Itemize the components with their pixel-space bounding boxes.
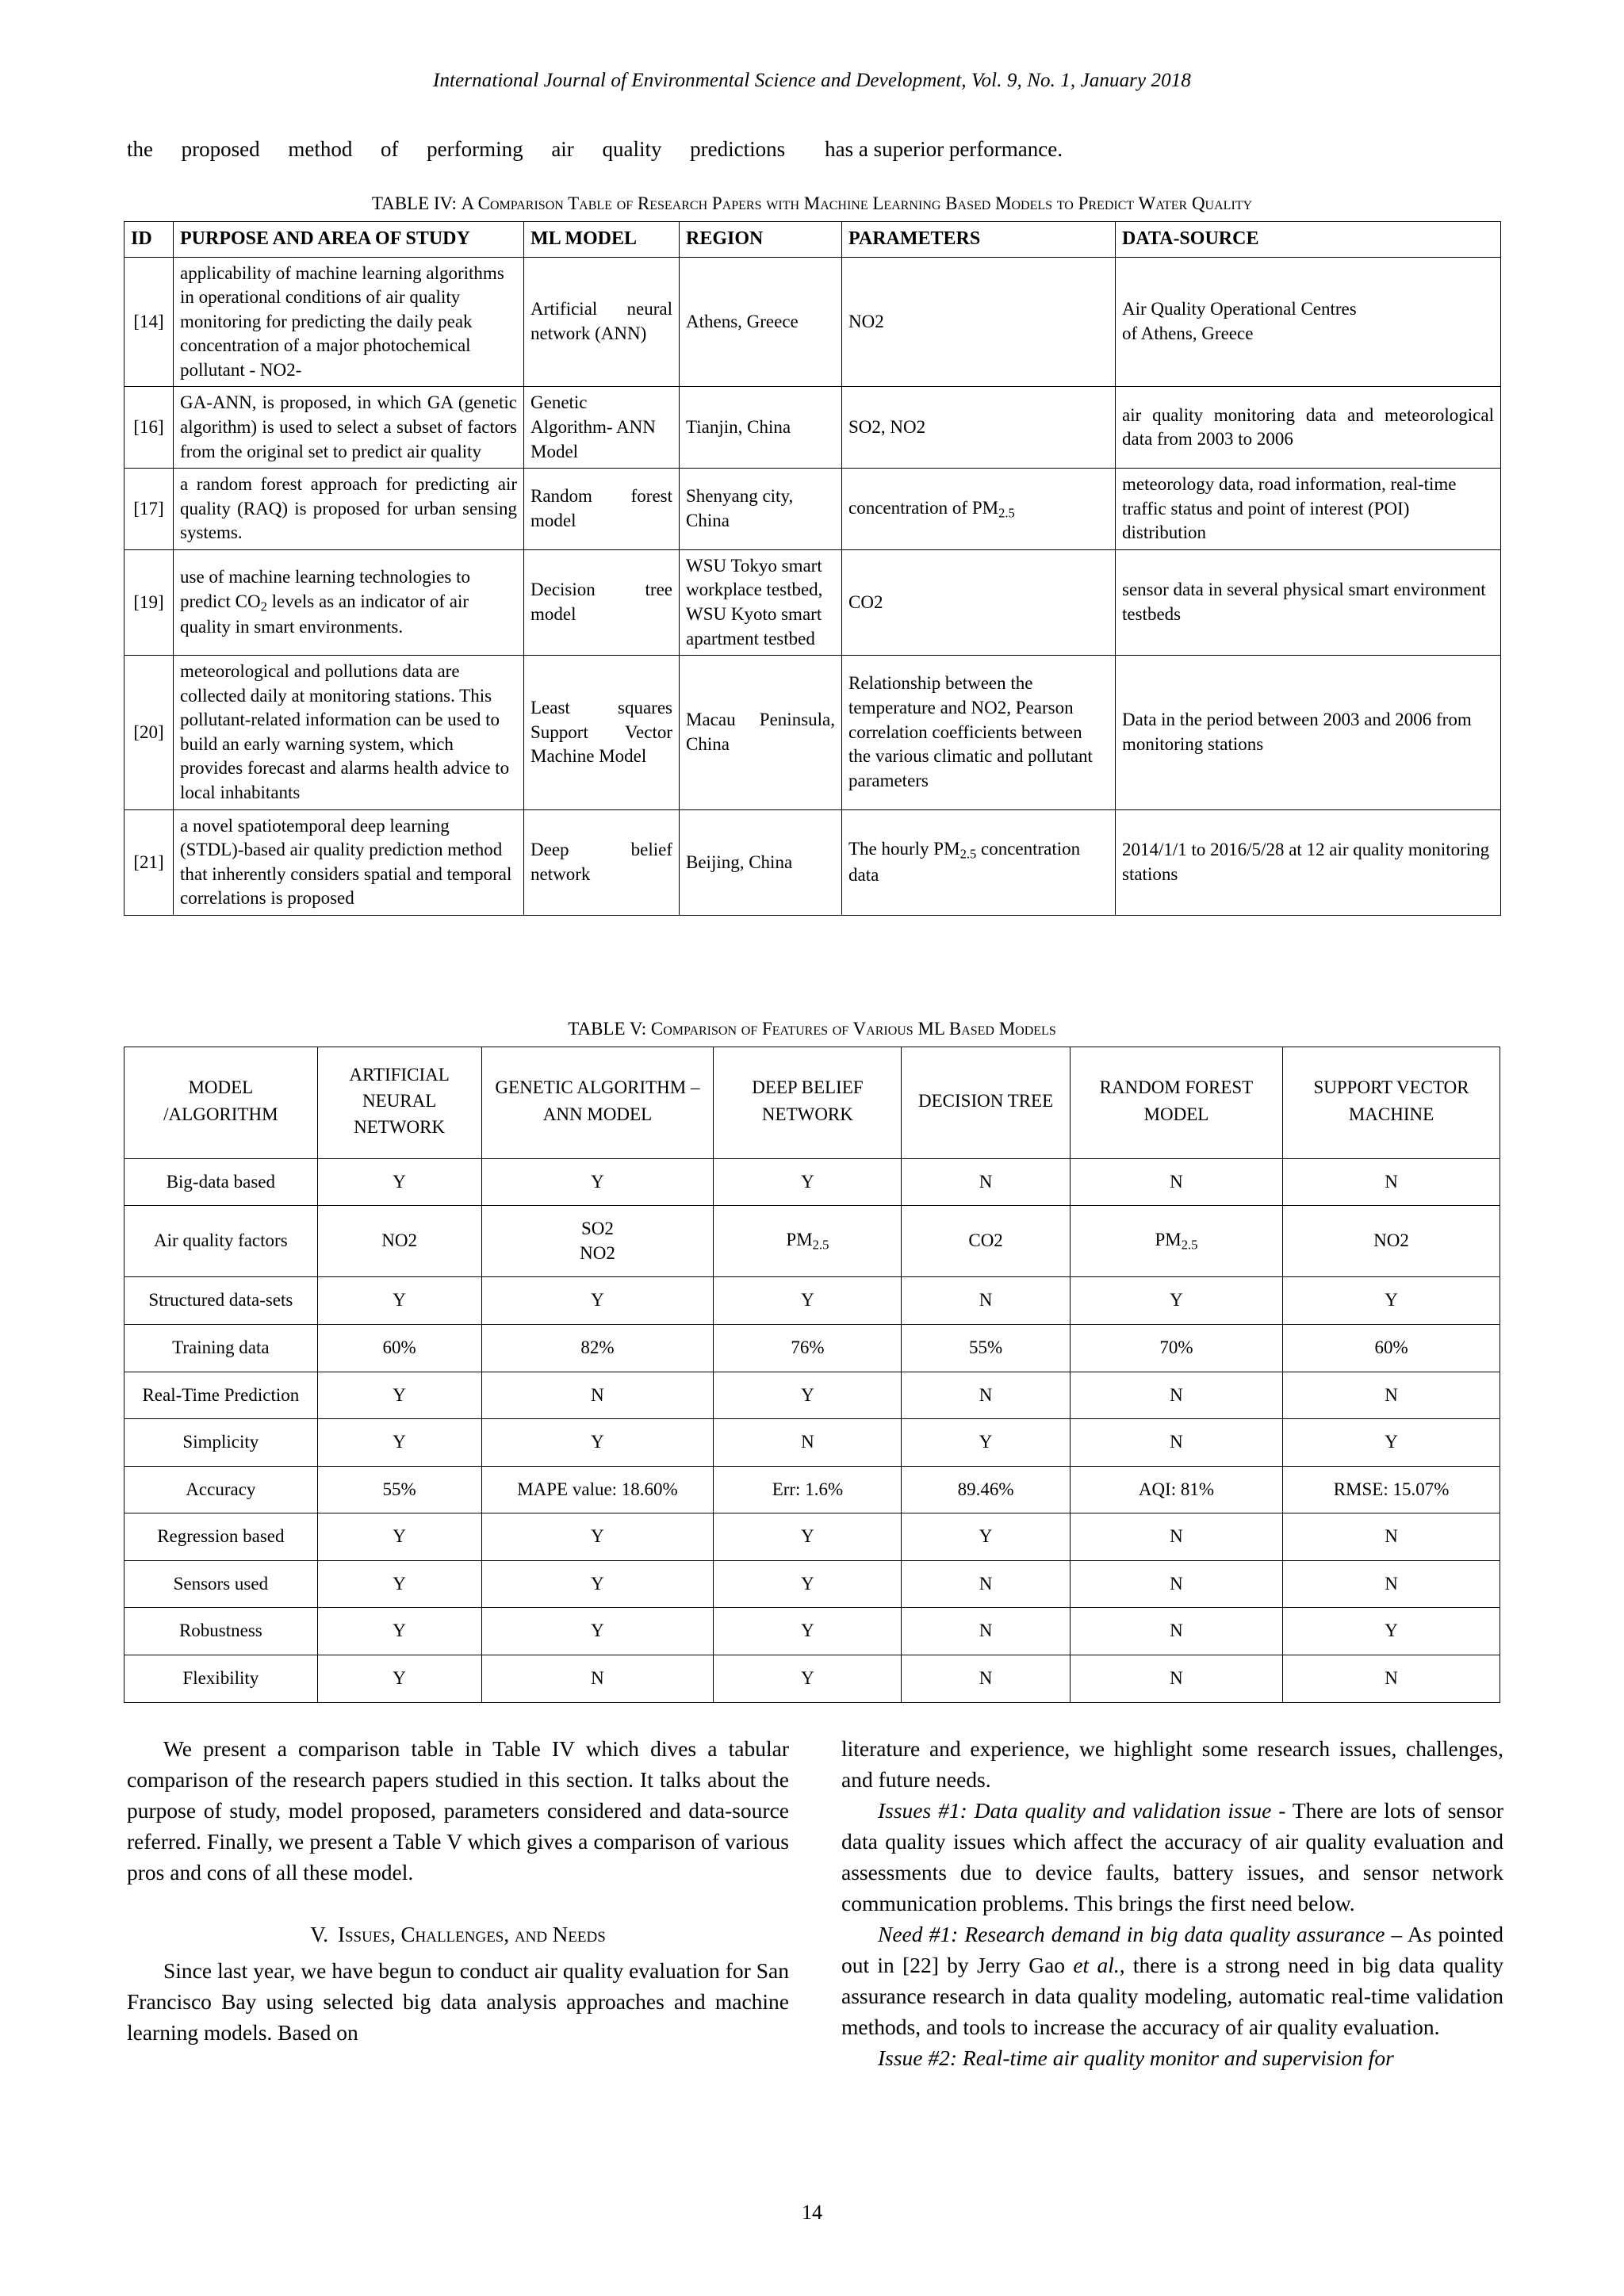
table-row — [124, 1513, 1500, 1561]
cell-value: 60% — [1283, 1324, 1500, 1372]
table-row — [124, 1655, 1500, 1702]
cell-source: air quality monitoring data and meteorological data from 2003 to 2006 — [1116, 387, 1501, 469]
paragraph-literature: literature and experience, we highlight some research issues, challenges, and future needs. — [841, 1736, 1503, 1793]
cell-purpose: GA-ANN, is proposed, in which GA (genetic algorithm) is used to select a subset of factors from the original set to predict air quality — [174, 387, 524, 469]
cell-value: Y — [1283, 1277, 1500, 1325]
table-v-col-svm: SUPPORT VECTOR MACHINE — [1283, 1047, 1500, 1158]
cell-value: Y — [714, 1513, 902, 1561]
page-number: 14 — [802, 2201, 822, 2224]
table-v-caption — [124, 1018, 1500, 1040]
cell-value: 82% — [481, 1324, 714, 1372]
cell-value: Y — [317, 1419, 481, 1467]
cell-value: Y — [481, 1560, 714, 1608]
cell-value: Y — [317, 1608, 481, 1655]
table-v-header — [124, 1047, 1500, 1158]
table-iv-col-param: PARAMETERS — [842, 221, 1116, 257]
cell-value: N — [1283, 1158, 1500, 1206]
cell-id: [19] — [124, 549, 174, 655]
table-v-col-rf: RANDOM FOREST MODEL — [1070, 1047, 1282, 1158]
cell-feature: Structured data-sets — [124, 1277, 318, 1325]
cell-feature: Big-data based — [124, 1158, 318, 1206]
paragraph-issue-1 — [841, 1795, 1503, 1919]
table-row — [124, 221, 1501, 257]
cell-value: Y — [714, 1608, 902, 1655]
table-row — [124, 1158, 1500, 1206]
cell-value: Err: 1.6% — [714, 1466, 902, 1513]
cell-feature: Flexibility — [124, 1655, 318, 1702]
table-v-col-model: MODEL /ALGORITHM — [124, 1047, 318, 1158]
cell-region: Tianjin, China — [680, 387, 842, 469]
cell-parameters: concentration of $PM_{2.5}$ — [842, 469, 1116, 550]
table-iv-col-purpose: PURPOSE AND AREA OF STUDY — [174, 221, 524, 257]
table-iv-caption-text: A Comparison Table of Research Papers with Machine Learning Based Models to Predict Water Quality — [461, 193, 1253, 213]
cell-value: Y — [481, 1158, 714, 1206]
cell-source: meteorology data, road information, real-time traffic status and point of interest (POI) distribution — [1116, 469, 1501, 550]
table-row — [124, 257, 1501, 387]
cell-purpose: applicability of machine learning algorithms in operational conditions of air quality monitoring for predicting the daily peak concentration of a major photochemical pollutant - NO2- — [174, 257, 524, 387]
cell-id: [16] — [124, 387, 174, 469]
table-v-col-ann: ARTIFICIAL NEURAL NETWORK — [317, 1047, 481, 1158]
cell-region: Macau Peninsula, China — [680, 656, 842, 809]
cell-value: Y — [1070, 1277, 1282, 1325]
cell-feature: Regression based — [124, 1513, 318, 1561]
table-iv-col-region: REGION — [680, 221, 842, 257]
cell-parameters: NO2 — [842, 257, 1116, 387]
table-iv — [124, 221, 1501, 916]
table-row — [124, 1277, 1500, 1325]
table-row — [124, 549, 1501, 655]
cell-parameters: CO2 — [842, 549, 1116, 655]
cell-feature: Robustness — [124, 1608, 318, 1655]
cell-feature: Accuracy — [124, 1466, 318, 1513]
running-head: International Journal of Environmental Science and Development, Vol. 9, No. 1, January 2018 — [433, 70, 1191, 91]
cell-value: 55% — [902, 1324, 1070, 1372]
table-row — [124, 656, 1501, 809]
cell-value: 76% — [714, 1324, 902, 1372]
cell-value: Y — [481, 1419, 714, 1467]
cell-value: N — [481, 1655, 714, 1702]
paragraph-issue-2 — [841, 2042, 1503, 2073]
cell-id: [14] — [124, 257, 174, 387]
cell-source: 2014/1/1 to 2016/5/28 at 12 air quality monitoring stations — [1116, 809, 1501, 915]
issue-1-lead: Issues #1: Data quality and validation issue — [878, 1798, 1272, 1823]
cell-id: [17] — [124, 469, 174, 550]
cell-parameters: The hourly $PM_{2.5}$ concentration data — [842, 809, 1116, 915]
cell-id: [20] — [124, 656, 174, 809]
cell-purpose: meteorological and pollutions data are collected daily at monitoring stations. This pollutant-related information can be used to build an early warning system, which provides forecast and alarms health advice to local inhabitants — [174, 656, 524, 809]
cell-value: Y — [317, 1372, 481, 1419]
body-column-right — [841, 1733, 1503, 2074]
cell-value: N — [1070, 1608, 1282, 1655]
table-v — [124, 1047, 1500, 1703]
cell-source: Air Quality Operational Centres of Athens, Greece — [1116, 257, 1501, 387]
cell-feature: Sensors used — [124, 1560, 318, 1608]
cell-region: WSU Tokyo smart workplace testbed, WSU Kyoto smart apartment testbed — [680, 549, 842, 655]
cell-value: NO2 — [1283, 1206, 1500, 1277]
cell-value: AQI: 81% — [1070, 1466, 1282, 1513]
need-1-etal: et al. — [1073, 1953, 1120, 1978]
cell-value: N — [902, 1560, 1070, 1608]
cell-id: [21] — [124, 809, 174, 915]
cell-value: N — [1283, 1560, 1500, 1608]
cell-value: N — [902, 1158, 1070, 1206]
table-row — [124, 1324, 1500, 1372]
table-row — [124, 469, 1501, 550]
cell-purpose: a random forest approach for predicting air quality (RAQ) is proposed for urban sensing systems. — [174, 469, 524, 550]
cell-model: Deep belief network — [524, 809, 680, 915]
cell-value: N — [714, 1419, 902, 1467]
cell-source: sensor data in several physical smart environment testbeds — [1116, 549, 1501, 655]
cell-value: Y — [481, 1277, 714, 1325]
cell-value: N — [1070, 1560, 1282, 1608]
cell-region: Shenyang city, China — [680, 469, 842, 550]
table-v-body — [124, 1158, 1500, 1702]
table-v-col-ga-ann: GENETIC ALGORITHM – ANN MODEL — [481, 1047, 714, 1158]
cell-value: Y — [902, 1419, 1070, 1467]
cell-value: Y — [317, 1560, 481, 1608]
top-stub-left: the proposed method of performing air quality predictions — [127, 137, 786, 161]
cell-value: N — [481, 1372, 714, 1419]
cell-purpose: use of machine learning technologies to predict $CO_2$ levels as an indicator of air quality in smart environments. — [174, 549, 524, 655]
table-row — [124, 1372, 1500, 1419]
issue-2-lead: Issue #2: Real-time air quality monitor and supervision for — [878, 2045, 1394, 2071]
table-iv-caption — [124, 193, 1500, 215]
cell-value: 60% — [317, 1324, 481, 1372]
cell-value: Y — [317, 1158, 481, 1206]
cell-value: 89.46% — [902, 1466, 1070, 1513]
table-v-container — [124, 1018, 1500, 1703]
table-iv-container — [124, 193, 1500, 916]
cell-model: Random forest model — [524, 469, 680, 550]
cell-region: Beijing, China — [680, 809, 842, 915]
section-heading-v — [127, 1919, 789, 1950]
cell-value: 55% — [317, 1466, 481, 1513]
cell-value: N — [902, 1608, 1070, 1655]
cell-value: Y — [481, 1608, 714, 1655]
cell-value: Y — [1283, 1608, 1500, 1655]
body-column-left — [127, 1733, 789, 2074]
cell-value: Y — [714, 1655, 902, 1702]
table-row — [124, 1466, 1500, 1513]
cell-value: 70% — [1070, 1324, 1282, 1372]
cell-source: Data in the period between 2003 and 2006 from monitoring stations — [1116, 656, 1501, 809]
table-row — [124, 1419, 1500, 1467]
cell-value: Y — [317, 1655, 481, 1702]
cell-value: N — [1070, 1513, 1282, 1561]
cell-feature: Training data — [124, 1324, 318, 1372]
need-1-lead: Need #1: Research demand in big data quality assurance – — [878, 1922, 1403, 1947]
table-row — [124, 809, 1501, 915]
cell-value: N — [902, 1372, 1070, 1419]
cell-value: N — [1070, 1372, 1282, 1419]
cell-value: N — [902, 1655, 1070, 1702]
body-columns — [127, 1733, 1503, 2074]
cell-feature: Real-Time Prediction — [124, 1372, 318, 1419]
cell-value: N — [1070, 1655, 1282, 1702]
table-iv-body — [124, 257, 1501, 915]
cell-value: Y — [714, 1560, 902, 1608]
cell-value: N — [1070, 1419, 1282, 1467]
top-continuation-lines — [127, 137, 1499, 162]
cell-model: Artificial neural network (ANN) — [524, 257, 680, 387]
table-iv-header — [124, 221, 1501, 257]
cell-value: Y — [1283, 1419, 1500, 1467]
table-row — [124, 1206, 1500, 1277]
cell-value: N — [1283, 1372, 1500, 1419]
table-row — [124, 1608, 1500, 1655]
table-v-caption-prefix: TABLE V: — [568, 1019, 647, 1039]
table-iv-col-id: ID — [124, 221, 174, 257]
issue-1-rest: - There are lots of sensor data quality issues which affect the accuracy of air quality evaluation and assessments due to device faults, battery issues, and sensor network communication problems. This brings the first need below. — [841, 1798, 1503, 1916]
cell-value: CO2 — [902, 1206, 1070, 1277]
cell-model: Least squares Support Vector Machine Model — [524, 656, 680, 809]
table-row — [124, 1560, 1500, 1608]
cell-parameters: SO2, NO2 — [842, 387, 1116, 469]
paragraph-present-comparison: We present a comparison table in Table IV which dives a tabular comparison of the research papers studied in this section. It talks about the purpose of study, model proposed, parameters considered and data-source referred. Finally, we present a Table V which gives a comparison of various pros and cons of all these model. — [127, 1736, 789, 1885]
cell-value: Y — [317, 1513, 481, 1561]
paragraph-need-1 — [841, 1919, 1503, 2042]
cell-value: $PM_{2.5}$ — [1070, 1206, 1282, 1277]
cell-feature: Air quality factors — [124, 1206, 318, 1277]
cell-value: Y — [317, 1277, 481, 1325]
table-row — [124, 1047, 1500, 1158]
cell-model: Genetic Algorithm- ANN Model — [524, 387, 680, 469]
cell-value: N — [902, 1277, 1070, 1325]
cell-parameters: Relationship between the temperature and NO2, Pearson correlation coefficients between the various climatic and pollutant parameters — [842, 656, 1116, 809]
cell-value: NO2 — [317, 1206, 481, 1277]
table-v-col-dbn: DEEP BELIEF NETWORK — [714, 1047, 902, 1158]
cell-model: Decision tree model — [524, 549, 680, 655]
need-1-rest: , there is a strong need in big data quality assurance research in data quality modeling, automatic real-time validation methods, and tools to increase the accuracy of air quality evaluation. — [841, 1953, 1503, 2040]
table-v-caption-text: Comparison of Features of Various ML Based Models — [650, 1019, 1056, 1039]
cell-value: $PM_{2.5}$ — [714, 1206, 902, 1277]
cell-purpose: a novel spatiotemporal deep learning (STDL)-based air quality prediction method that inherently considers spatial and temporal correlations is proposed — [174, 809, 524, 915]
table-iv-col-model: ML MODEL — [524, 221, 680, 257]
cell-value: Y — [902, 1513, 1070, 1561]
table-row — [124, 387, 1501, 469]
cell-value: Y — [481, 1513, 714, 1561]
paragraph-since-last-year: Since last year, we have begun to conduct air quality evaluation for San Francisco Bay using selected big data analysis approaches and machine learning models. Based on — [127, 1957, 789, 2045]
cell-value: N — [1283, 1655, 1500, 1702]
cell-feature: Simplicity — [124, 1419, 318, 1467]
cell-value: SO2 NO2 — [481, 1206, 714, 1277]
cell-value: N — [1070, 1158, 1282, 1206]
cell-value: Y — [714, 1277, 902, 1325]
need-1-mid: As pointed out in [22] by Jerry Gao — [841, 1922, 1504, 1978]
table-iv-caption-prefix: TABLE IV: — [371, 193, 457, 213]
cell-value: N — [1283, 1513, 1500, 1561]
section-title: Issues, Challenges, and Needs — [337, 1923, 606, 1947]
cell-value: Y — [714, 1158, 902, 1206]
section-numeral: V. — [310, 1923, 328, 1947]
table-v-col-dt: DECISION TREE — [902, 1047, 1070, 1158]
table-iv-col-source: DATA-SOURCE — [1116, 221, 1501, 257]
cell-region: Athens, Greece — [680, 257, 842, 387]
cell-value: Y — [714, 1372, 902, 1419]
cell-value: MAPE value: 18.60% — [481, 1466, 714, 1513]
cell-value: RMSE: 15.07% — [1283, 1466, 1500, 1513]
top-stub-right: has a superior performance. — [825, 137, 1063, 161]
